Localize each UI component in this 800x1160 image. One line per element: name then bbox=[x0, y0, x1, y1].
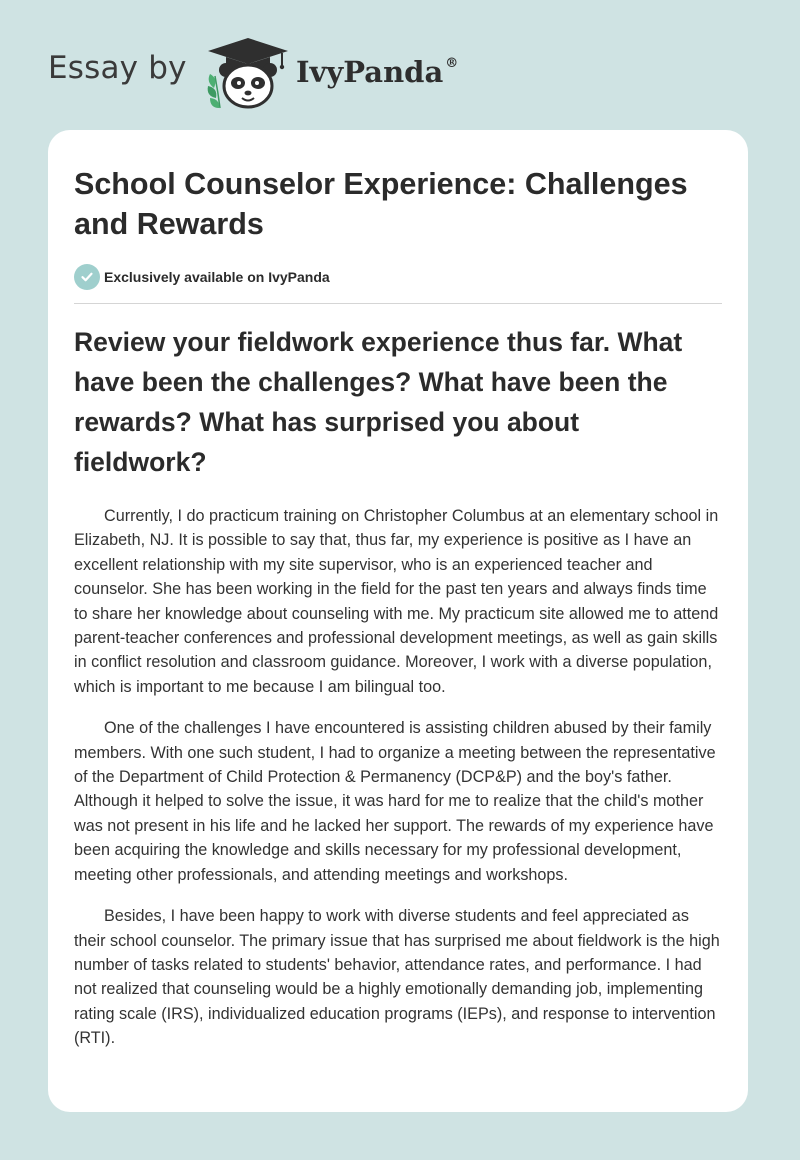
essay-title: School Counselor Experience: Challenges and Rewards bbox=[74, 167, 688, 241]
essay-by-label: Essay by bbox=[48, 50, 187, 86]
essay-paragraph: Besides, I have been happy to work with diverse students and feel appreciated as their school counselor. The primary issue that has surprised me about fieldwork is the high number of tasks related to students' behavior, attendance rates, and performance. I had not realized that counseling would be a highly emotionally demanding job, implementing rating scale (IRS), individualized education programs (IEPs), and response to intervention (RTI). bbox=[74, 907, 720, 1048]
check-circle-icon bbox=[74, 264, 100, 290]
title-divider bbox=[74, 303, 722, 304]
essay-card bbox=[48, 130, 748, 1112]
exclusive-badge bbox=[74, 264, 330, 290]
registered-mark: ® bbox=[445, 56, 459, 72]
panda-logo-icon[interactable] bbox=[202, 36, 294, 110]
brand-name-text: IvyPanda bbox=[296, 55, 444, 89]
essay-question: Review your fieldwork experience thus far. What have been the challenges? What have been the rewards? What has surprised you about fieldwork? bbox=[74, 327, 683, 477]
exclusive-badge-label: Exclusively available on IvyPanda bbox=[104, 269, 330, 285]
site-header bbox=[0, 0, 800, 120]
essay-paragraph: One of the challenges I have encountered is assisting children abused by their family members. With one such student, I had to organize a meeting between the representative of the Department of Child Protection & Permanency (DCP&P) and the boy's father. Although it helped to solve the issue, it was hard for me to realize that the child's mother was not present in his life and he lacked her support. The rewards of my experience have been acquiring the knowledge and skills necessary for my professional development, meeting other professionals, and attending meetings and workshops. bbox=[74, 719, 716, 884]
essay-paragraph: Currently, I do practicum training on Christopher Columbus at an elementary school in Elizabeth, NJ. It is possible to say that, thus far, my experience is positive as I have an excellent relationship with my site supervisor, who is an experienced teacher and counselor. She has been working in the field for the past ten years and always finds time to share her knowledge about counseling with me. My practicum site allowed me to attend parent-teacher conferences and professional development meetings, as well as gain skills in conflict resolution and classroom guidance. Moreover, I work with a diverse population, which is important to me because I am bilingual too. bbox=[74, 507, 719, 696]
brand-name[interactable] bbox=[296, 55, 458, 89]
essay-body bbox=[74, 504, 724, 1068]
